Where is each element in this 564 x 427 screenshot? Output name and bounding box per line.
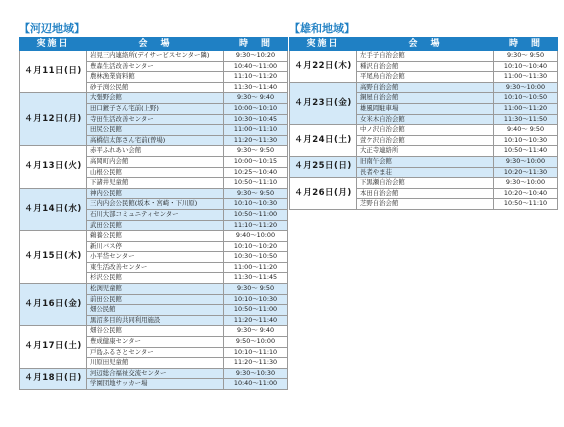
table-row xyxy=(20,188,288,199)
time-cell: 11:20～11:40 xyxy=(224,315,288,326)
venue-cell: 山根公民館 xyxy=(87,167,224,178)
time-cell: 11:10～11:20 xyxy=(224,72,288,83)
time-cell: 10:10～10:30 xyxy=(224,294,288,305)
header-venue: 会 場 xyxy=(87,38,224,51)
schedule-table-kawabe xyxy=(19,37,288,390)
header-date: 実施日 xyxy=(290,38,357,51)
venue-cell: 芝野自治会館 xyxy=(357,199,494,210)
table-row xyxy=(20,146,288,157)
region-title: 【雄和地域】 xyxy=(289,22,355,35)
time-cell: 9:30～10:00 xyxy=(494,178,558,189)
time-cell: 11:20～11:30 xyxy=(224,358,288,369)
time-cell: 10:10～10:40 xyxy=(494,61,558,72)
table-row xyxy=(20,231,288,242)
time-cell: 11:30～11:45 xyxy=(224,273,288,284)
time-cell: 10:30～10:50 xyxy=(224,252,288,263)
venue-cell: 学園団地サッカー場 xyxy=(87,379,224,390)
date-cell: ４月22日(木) xyxy=(290,51,357,83)
time-cell: 11:30～11:40 xyxy=(224,82,288,93)
venue-cell: 東生活改善センター xyxy=(87,262,224,273)
time-cell: 10:40～11:00 xyxy=(224,379,288,390)
time-cell: 10:50～11:40 xyxy=(494,146,558,157)
date-cell: ４月18日(日) xyxy=(20,368,87,389)
venue-cell: 松渕児童館 xyxy=(87,284,224,295)
table-row xyxy=(20,368,288,379)
time-cell: 9:50～10:00 xyxy=(224,337,288,348)
venue-cell: 高橋信太郎さん宅前(曽場) xyxy=(87,135,224,146)
venue-cell: 岩見三内連絡所(デイサービスセンター隣) xyxy=(87,51,224,62)
venue-cell: 石川大部コミュニティセンター xyxy=(87,209,224,220)
time-cell: 11:10～11:20 xyxy=(224,220,288,231)
venue-cell: 左手子自治会館 xyxy=(357,51,494,62)
venue-cell: 鵜養公民館 xyxy=(87,231,224,242)
table-row xyxy=(290,82,558,93)
time-cell: 10:50～11:10 xyxy=(224,178,288,189)
venue-cell: 新川バス停 xyxy=(87,241,224,252)
venue-cell: 豊成健康センター xyxy=(87,337,224,348)
time-cell: 10:10～10:30 xyxy=(224,199,288,210)
region-title: 【河辺地域】 xyxy=(19,22,85,35)
time-cell: 9:30～ 9:50 xyxy=(224,146,288,157)
time-cell: 11:00～11:30 xyxy=(494,72,558,83)
time-cell: 10:00～10:10 xyxy=(224,103,288,114)
region-kawabe xyxy=(19,22,287,390)
time-cell: 10:10～10:20 xyxy=(224,241,288,252)
venue-cell: 川原田児童館 xyxy=(87,358,224,369)
time-cell: 10:50～11:00 xyxy=(224,305,288,316)
venue-cell: 戸島ふるさとセンター xyxy=(87,347,224,358)
time-cell: 10:40～11:00 xyxy=(224,61,288,72)
venue-cell: 畑谷公民館 xyxy=(87,326,224,337)
venue-cell: 赤平ふれあい会館 xyxy=(87,146,224,157)
time-cell: 9:30～10:20 xyxy=(224,51,288,62)
date-cell: ４月26日(月) xyxy=(290,178,357,210)
time-cell: 11:20～11:30 xyxy=(224,135,288,146)
venue-cell: 武田公民館 xyxy=(87,220,224,231)
venue-cell: 中ノ沢自治会館 xyxy=(357,125,494,136)
venue-cell: 畑公民館 xyxy=(87,305,224,316)
date-cell: ４月13日(火) xyxy=(20,146,87,188)
time-cell: 10:10～10:30 xyxy=(494,135,558,146)
venue-cell: 銅屋自治会館 xyxy=(357,93,494,104)
date-cell: ４月23日(金) xyxy=(290,82,357,124)
venue-cell: 雄風岡駐車場 xyxy=(357,103,494,114)
venue-cell: 高岡町内会館 xyxy=(87,156,224,167)
region-yuwa xyxy=(289,22,557,210)
time-cell: 9:40～ 9:50 xyxy=(494,125,558,136)
venue-cell: 女米木自治会館 xyxy=(357,114,494,125)
venue-cell: 種沢自治会館 xyxy=(357,61,494,72)
venue-cell: 前田公民館 xyxy=(87,294,224,305)
date-cell: ４月15日(木) xyxy=(20,231,87,284)
table-row xyxy=(20,51,288,62)
venue-cell: 平尾鳥自治会館 xyxy=(357,72,494,83)
date-cell: ４月25日(日) xyxy=(290,156,357,177)
venue-cell: 旧南午会館 xyxy=(357,156,494,167)
date-cell: ４月16日(金) xyxy=(20,284,87,326)
venue-cell: 砂子渕公民館 xyxy=(87,82,224,93)
date-cell: ４月12日(月) xyxy=(20,93,87,146)
venue-cell: 杉沢公民館 xyxy=(87,273,224,284)
table-row xyxy=(290,178,558,189)
venue-cell: 三内内会公民館(坂本・宮崎・下川原) xyxy=(87,199,224,210)
time-cell: 11:00～11:20 xyxy=(224,262,288,273)
header-venue: 会 場 xyxy=(357,38,494,51)
time-cell: 9:30～ 9:50 xyxy=(224,284,288,295)
time-cell: 9:30～10:00 xyxy=(494,82,558,93)
venue-cell: 萱ケ沢自治会館 xyxy=(357,135,494,146)
schedule-table-yuwa xyxy=(289,37,558,210)
time-cell: 10:00～10:15 xyxy=(224,156,288,167)
venue-cell: 長者やま荘 xyxy=(357,167,494,178)
venue-cell: 田尻公民館 xyxy=(87,125,224,136)
venue-cell: 下諸井児童館 xyxy=(87,178,224,189)
time-cell: 10:50～11:00 xyxy=(224,209,288,220)
time-cell: 10:20～10:40 xyxy=(494,188,558,199)
venue-cell: 高野自治会館 xyxy=(357,82,494,93)
time-cell: 10:30～10:45 xyxy=(224,114,288,125)
venue-cell: 豊森生活改善センター xyxy=(87,61,224,72)
table-row xyxy=(290,156,558,167)
venue-cell: 神内公民館 xyxy=(87,188,224,199)
venue-cell: 寺田生活改善センター xyxy=(87,114,224,125)
header-time: 時 間 xyxy=(224,38,288,51)
venue-cell: 本田自治会館 xyxy=(357,188,494,199)
schedule-body xyxy=(20,51,288,390)
table-row xyxy=(290,125,558,136)
venue-cell: 農林漁業資料館 xyxy=(87,72,224,83)
venue-cell: 黒沼多目的共同利用施設 xyxy=(87,315,224,326)
time-cell: 10:10～10:50 xyxy=(494,93,558,104)
table-row xyxy=(20,284,288,295)
time-cell: 9:30～ 9:50 xyxy=(494,51,558,62)
table-row xyxy=(20,326,288,337)
venue-cell: 下黒瀬自治会館 xyxy=(357,178,494,189)
header-time: 時 間 xyxy=(494,38,558,51)
date-cell: ４月17日(土) xyxy=(20,326,87,368)
time-cell: 9:30～ 9:50 xyxy=(224,188,288,199)
venue-cell: 田口鍍子さん宅前(上野) xyxy=(87,103,224,114)
time-cell: 10:25～10:40 xyxy=(224,167,288,178)
date-cell: ４月14日(水) xyxy=(20,188,87,230)
venue-cell: 大正寺連絡所 xyxy=(357,146,494,157)
venue-cell: 河辺総合福祉交流センター xyxy=(87,368,224,379)
time-cell: 9:40～10:00 xyxy=(224,231,288,242)
time-cell: 9:30～ 9:40 xyxy=(224,93,288,104)
time-cell: 9:30～10:00 xyxy=(494,156,558,167)
venue-cell: 小平岱センター xyxy=(87,252,224,263)
table-row xyxy=(290,51,558,62)
time-cell: 11:30～11:50 xyxy=(494,114,558,125)
venue-cell: 大張野会館 xyxy=(87,93,224,104)
schedule-body xyxy=(290,51,558,210)
table-row xyxy=(20,93,288,104)
date-cell: ４月24日(土) xyxy=(290,125,357,157)
date-cell: ４月11日(日) xyxy=(20,51,87,93)
time-cell: 9:30～ 9:40 xyxy=(224,326,288,337)
time-cell: 11:00～11:10 xyxy=(224,125,288,136)
time-cell: 10:10～11:10 xyxy=(224,347,288,358)
time-cell: 10:50～11:10 xyxy=(494,199,558,210)
time-cell: 9:30～10:30 xyxy=(224,368,288,379)
time-cell: 10:20～11:30 xyxy=(494,167,558,178)
time-cell: 11:00～11:20 xyxy=(494,103,558,114)
header-date: 実施日 xyxy=(20,38,87,51)
